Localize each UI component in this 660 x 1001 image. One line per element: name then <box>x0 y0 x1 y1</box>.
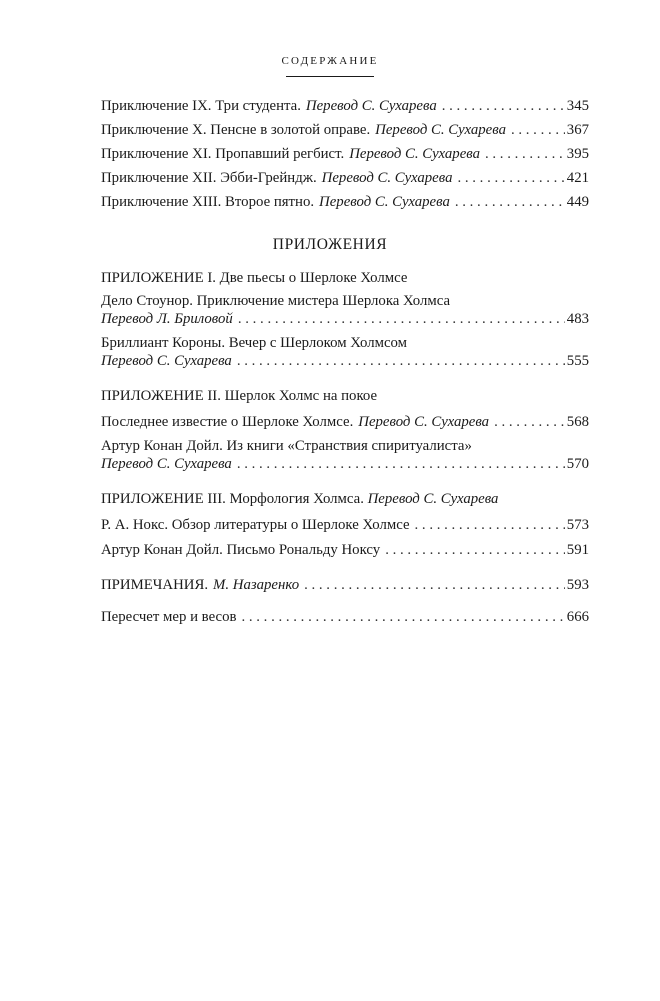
entry-translator: Перевод С. Сухарева <box>349 146 480 162</box>
entry-page: 568 <box>566 414 589 430</box>
dot-leader <box>304 576 565 594</box>
appendices-title: ПРИЛОЖЕНИЯ <box>272 236 388 253</box>
dot-leader <box>415 516 565 534</box>
appendix-2-item-1[interactable] <box>101 413 589 431</box>
toc-entry-adventure-13[interactable] <box>101 193 589 211</box>
entry-title: Приключение X. Пенсне в золотой оправе. <box>101 122 371 138</box>
entry-page: 421 <box>566 170 589 186</box>
entry-page: 570 <box>566 456 589 472</box>
entry-title: Приключение XIII. Второе пятно. <box>101 194 315 210</box>
dot-leader <box>237 455 565 473</box>
appendix-3-heading[interactable] <box>101 490 589 508</box>
entry-translator: Перевод С. Сухарева <box>321 170 453 186</box>
entry-page: 555 <box>566 353 589 369</box>
entry-title: Приключение IX. Три студента. <box>101 98 301 114</box>
appendix-2-item-2-title[interactable]: Артур Конан Дойл. Из книги «Странствия спиритуалиста» <box>101 438 472 454</box>
toc-entry-adventure-11[interactable] <box>101 145 589 163</box>
toc-entry-notes[interactable] <box>101 576 589 594</box>
entry-title: Последнее известие о Шерлоке Холмсе. <box>101 414 354 430</box>
entry-page: 345 <box>566 98 589 114</box>
dot-leader <box>238 310 565 328</box>
dot-leader <box>241 608 564 626</box>
entry-page: 593 <box>566 577 589 593</box>
entry-page: 666 <box>566 609 589 625</box>
dot-leader <box>385 541 565 559</box>
entry-translator: Перевод С. Сухарева <box>101 353 232 369</box>
entry-page: 483 <box>566 311 589 327</box>
entry-translator: Перевод С. Сухарева <box>375 122 506 138</box>
entry-page: 591 <box>566 542 589 558</box>
entry-title: Приключение XII. Эбби-Грейндж. <box>101 170 317 186</box>
appendix-3-item-1[interactable] <box>101 516 589 534</box>
appendix-2-heading[interactable]: ПРИЛОЖЕНИЕ II. Шерлок Холмс на покое <box>101 388 378 404</box>
entry-page: 367 <box>566 122 589 138</box>
entry-title: Р. А. Нокс. Обзор литературы о Шерлоке Холмсе <box>101 517 410 533</box>
toc-entry-adventure-9[interactable] <box>101 97 589 115</box>
dot-leader <box>442 97 565 115</box>
dot-leader <box>511 121 565 139</box>
entry-translator: Перевод С. Сухарева <box>101 456 232 472</box>
appendix-1-item-1-leader[interactable] <box>101 310 589 328</box>
entry-translator: Перевод С. Сухарева <box>358 414 490 430</box>
appendix-3-heading-text: ПРИЛОЖЕНИЕ III. Морфология Холмса. <box>101 491 364 507</box>
entry-title: Артур Конан Дойл. Письмо Рональду Ноксу <box>101 542 381 558</box>
appendix-1-item-1-title[interactable]: Дело Стоунор. Приключение мистера Шерлока Холмса <box>101 293 451 309</box>
appendix-2-item-2-leader[interactable] <box>101 455 589 473</box>
entry-translator: Перевод Л. Бриловой <box>101 311 233 327</box>
entry-page: 395 <box>566 146 589 162</box>
dot-leader <box>485 145 565 163</box>
entry-title: ПРИМЕЧАНИЯ. <box>101 577 209 593</box>
appendix-1-item-2-leader[interactable] <box>101 352 589 370</box>
toc-entry-adventure-12[interactable] <box>101 169 589 187</box>
dot-leader <box>494 413 565 431</box>
appendix-1-heading[interactable]: ПРИЛОЖЕНИЕ I. Две пьесы о Шерлоке Холмсе <box>101 270 408 286</box>
running-header: СОДЕРЖАНИЕ <box>281 55 379 67</box>
entry-translator: Перевод С. Сухарева <box>319 194 450 210</box>
toc-entry-adventure-10[interactable] <box>101 121 589 139</box>
entry-page: 449 <box>566 194 589 210</box>
entry-page: 573 <box>566 517 589 533</box>
appendix-3-heading-translator: Перевод С. Сухарева <box>367 491 499 507</box>
toc-entry-measures[interactable] <box>101 608 589 626</box>
dot-leader <box>237 352 565 370</box>
dot-leader <box>457 169 564 187</box>
appendix-1-item-2-title[interactable]: Бриллиант Короны. Вечер с Шерлоком Холмсом <box>101 335 408 351</box>
entry-title: Приключение XI. Пропавший регбист. <box>101 146 345 162</box>
appendix-3-item-2[interactable] <box>101 541 589 559</box>
entry-author: М. Назаренко <box>213 577 300 593</box>
dot-leader <box>455 193 565 211</box>
entry-title: Пересчет мер и весов <box>101 609 237 625</box>
entry-translator: Перевод С. Сухарева <box>305 98 437 114</box>
header-rule <box>286 76 374 77</box>
